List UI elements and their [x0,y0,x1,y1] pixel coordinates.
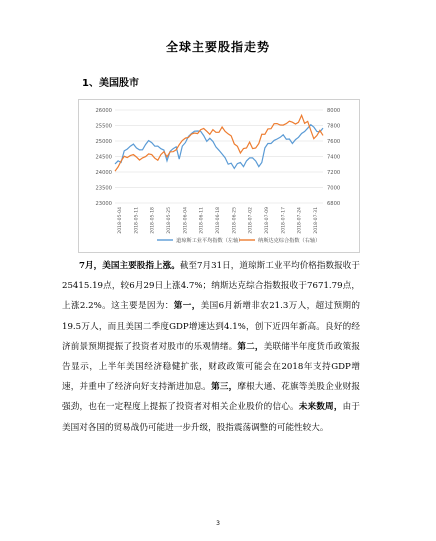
x-tick-label: 2018-06-18 [216,207,221,234]
x-tick-label: 2018-05-04 [118,207,123,234]
y-left-tick-label: 24500 [95,154,112,161]
y-right-tick-label: 7200 [327,170,341,176]
x-tick-label: 2018-07-09 [265,207,270,234]
y-right-tick-label: 7800 [327,123,341,130]
index-line-chart [79,100,359,252]
outlook-text: 由于美国对各国的贸易战仍可能进一步升级，股指震荡调整的可能性较大。 [62,402,360,433]
point-3-label: 第三， [211,382,238,393]
y-right-tick-label: 8000 [327,108,341,114]
point-2-text: 美联储半年度货币政策报告显示，上半年美国经济稳健扩张，财政政策可能会在2018年支持GDP增速，并重申了经济向好支持渐进加息。 [62,341,360,393]
x-tick-label: 2018-06-25 [232,207,238,234]
y-right-tick-label: 7000 [327,185,341,192]
y-right-tick-label: 7400 [327,154,341,161]
legend-label: 道琼斯工业平均指数（左轴） [176,238,244,244]
point-1-text: 美国6月新增非农21.3万人，超过预期的19.5万人，而且美国二季度GDP增速达到4.1%，创下近四年新高。良好的经济前景预期提振了投资者对股市的乐观情绪。 [62,301,360,352]
lead-bold: 7月，美国主要股指上涨。 [79,261,180,271]
point-2-label: 第二， [237,341,264,352]
x-tick-label: 2018-05-11 [134,207,140,234]
x-tick-label: 2018-07-31 [314,207,319,234]
point-1-label: 第一， [173,301,201,312]
body-paragraph [62,256,360,438]
chart-frame [78,99,360,253]
x-tick-label: 2018-07-02 [248,207,254,234]
section-heading: 1、美国股市 [82,78,139,89]
x-tick-label: 2018-05-18 [150,207,156,234]
y-left-tick-label: 25000 [95,139,112,145]
y-left-tick-label: 23500 [95,185,112,192]
y-right-tick-label: 7600 [327,139,341,145]
x-tick-label: 2018-06-11 [199,207,205,234]
point-3-text: 摩根大通、花旗等美股企业财报强劲，也在一定程度上提振了投资者对相关企业股价的信心。 [62,382,360,413]
y-right-tick-label: 6800 [327,201,341,207]
page-number: 3 [216,520,220,527]
x-tick-label: 2018-07-17 [281,207,287,234]
outlook-label: 未来数周， [298,402,343,413]
y-left-tick-label: 26000 [95,108,112,114]
legend-label: 纳斯达克综合指数（右轴） [258,238,321,244]
y-left-tick-label: 24000 [95,170,112,176]
x-tick-label: 2018-07-24 [297,207,303,234]
x-tick-label: 2018-05-25 [167,207,172,234]
page-title: 全球主要股指走势 [165,40,270,54]
y-left-tick-label: 23000 [95,201,112,207]
lead-text: 截至7月31日，道琼斯工业平均价格指数报收于25415.19点，较6月29日上涨4.7%；纳斯达克综合指数报收于7671.79点，上涨2.2%。这主要是因为： [62,261,360,312]
x-tick-label: 2018-06-04 [183,207,189,234]
y-left-tick-label: 25500 [95,123,112,130]
